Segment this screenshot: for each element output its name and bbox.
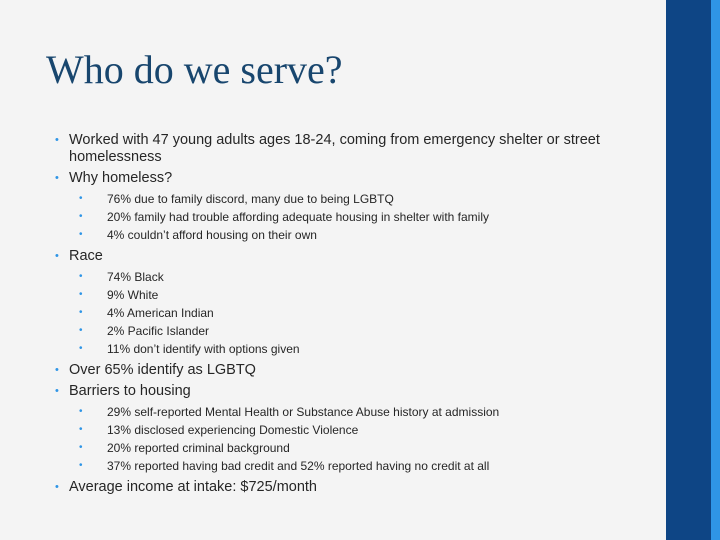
bullet-icon: • <box>79 406 83 417</box>
bullet-item <box>55 132 655 166</box>
slide-content <box>55 128 655 496</box>
sub-bullet-text: 74% Black <box>107 270 164 284</box>
sub-bullet-text: 20% family had trouble affording adequate housing in shelter with family <box>107 210 490 224</box>
bullet-text: Barriers to housing <box>69 383 191 399</box>
bullet-item <box>55 248 655 358</box>
bullet-icon: • <box>79 307 83 318</box>
bullet-icon: • <box>79 325 83 336</box>
bullet-icon: • <box>79 442 83 453</box>
sub-bullet-text: 4% American Indian <box>107 306 214 320</box>
bullet-text: Race <box>69 248 103 264</box>
sub-bullet-item <box>79 190 655 208</box>
sub-bullet-item <box>79 439 655 457</box>
sub-bullet-item <box>79 208 655 226</box>
bullet-icon: • <box>55 481 59 493</box>
bullet-icon: • <box>79 193 83 204</box>
bullet-text: Worked with 47 young adults ages 18-24, coming from emergency shelter or street homelessness <box>69 132 600 165</box>
sub-bullet-text: 4% couldn’t afford housing on their own <box>107 228 317 242</box>
bullet-icon: • <box>79 271 83 282</box>
sub-bullet-item <box>79 286 655 304</box>
bullet-item <box>55 170 655 244</box>
bullet-icon: • <box>55 134 59 146</box>
sub-bullet-text: 11% don’t identify with options given <box>107 342 300 356</box>
bullet-text: Why homeless? <box>69 170 173 186</box>
sub-bullet-item <box>79 421 655 439</box>
sub-bullet-item <box>79 268 655 286</box>
sub-bullet-text: 2% Pacific Islander <box>107 324 210 338</box>
bullet-text: Average income at intake: $725/month <box>69 479 318 495</box>
bullet-icon: • <box>79 424 83 435</box>
bullet-icon: • <box>79 343 83 354</box>
slide-title: Who do we serve? <box>46 47 343 92</box>
bullet-text: Over 65% identify as LGBTQ <box>69 362 256 378</box>
bullet-item <box>55 383 655 475</box>
sub-bullet-text: 29% self-reported Mental Health or Substance Abuse history at admission <box>107 405 500 419</box>
sub-bullet-item <box>79 457 655 475</box>
sub-bullet-list <box>69 190 655 244</box>
sub-bullet-text: 20% reported criminal background <box>107 441 290 455</box>
sub-bullet-list <box>69 268 655 358</box>
sub-bullet-text: 76% due to family discord, many due to being LGBTQ <box>107 192 394 206</box>
sub-bullet-item <box>79 322 655 340</box>
bullet-icon: • <box>79 229 83 240</box>
sub-bullet-text: 9% White <box>107 288 159 302</box>
sub-bullet-list <box>69 403 655 475</box>
accent-band-light <box>711 0 720 540</box>
sub-bullet-text: 37% reported having bad credit and 52% reported having no credit at all <box>107 459 490 473</box>
bullet-icon: • <box>79 211 83 222</box>
sub-bullet-item <box>79 403 655 421</box>
bullet-item <box>55 362 655 379</box>
bullet-icon: • <box>55 250 59 262</box>
bullet-icon: • <box>79 289 83 300</box>
bullet-item <box>55 479 655 496</box>
bullet-icon: • <box>55 364 59 376</box>
sub-bullet-text: 13% disclosed experiencing Domestic Violence <box>107 423 359 437</box>
bullet-icon: • <box>55 172 59 184</box>
sub-bullet-item <box>79 340 655 358</box>
bullet-icon: • <box>55 385 59 397</box>
sub-bullet-item <box>79 226 655 244</box>
sub-bullet-item <box>79 304 655 322</box>
bullet-list <box>55 132 655 496</box>
bullet-icon: • <box>79 460 83 471</box>
